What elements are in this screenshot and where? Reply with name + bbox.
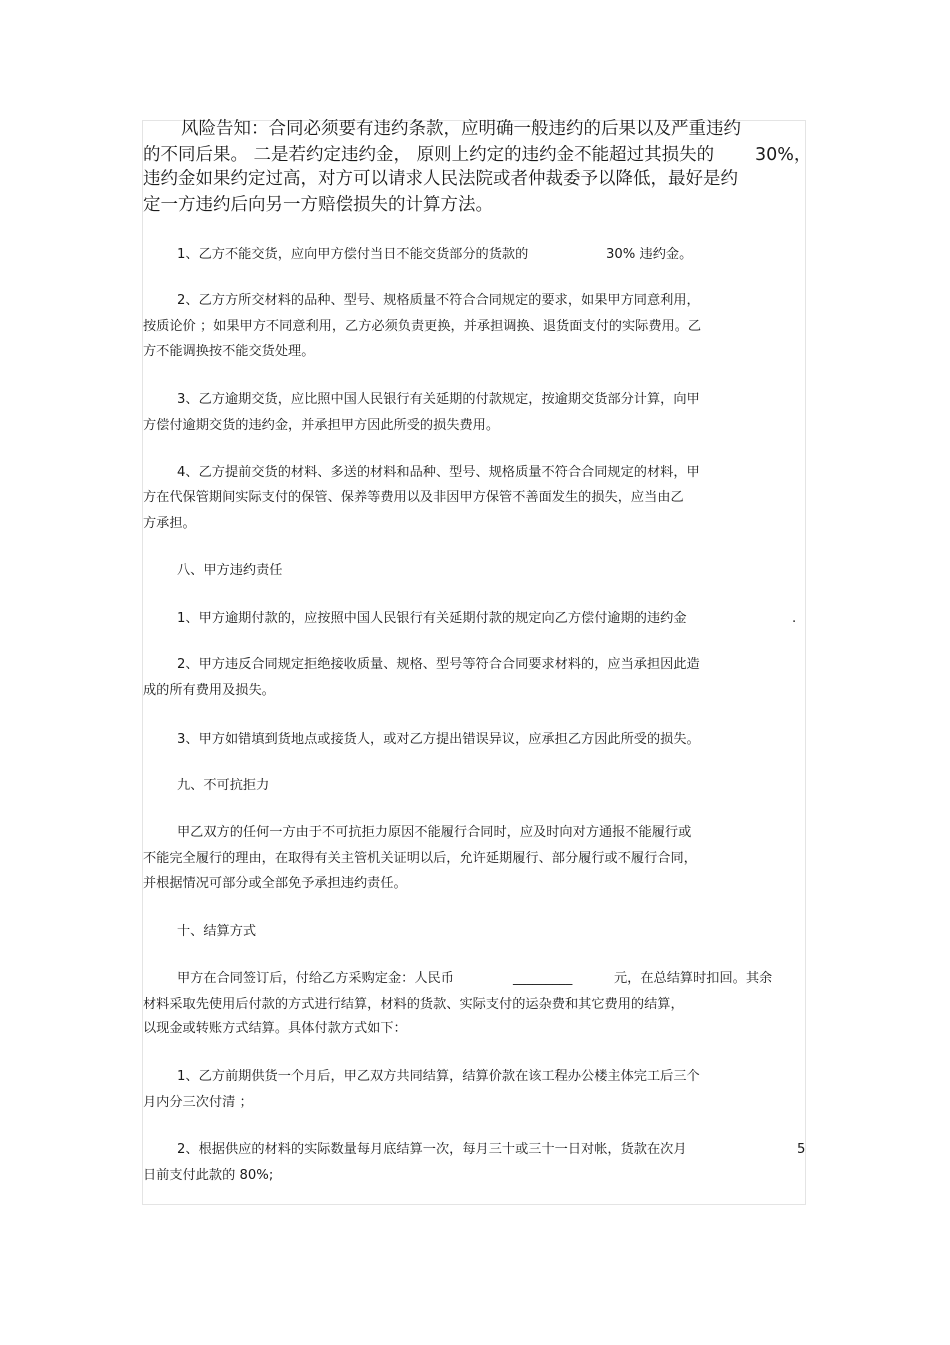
clause-3-line-1: 3、乙方逾期交货，应比照中国人民银行有关延期的付款规定，按逾期交货部分计算，向甲 [177,392,700,407]
section-8-clause-2-line-1: 2、甲方违反合同规定拒绝接收质量、规格、型号等符合合同要求材料的，应当承担因此造 [177,657,700,672]
risk-notice-line-2: 的不同后果。 二是若约定违约金， 原则上约定的违约金不能超过其损失的 [143,145,715,165]
section-8-clause-2-line-2: 成的所有费用及损失。 [143,683,275,698]
clause-4-line-1: 4、乙方提前交货的材料、多送的材料和品种、型号、规格质量不符合合同规定的材料，甲 [177,465,700,480]
section-10-line-1: 甲方在合同签订后，付给乙方采购定金：人民币 [177,971,454,986]
section-10-line-1-tail: 元，在总结算时扣回。其余 [614,971,773,986]
clause-2-line-1: 2、乙方方所交材料的品种、型号、规格质量不符合合同规定的要求，如果甲方同意利用， [177,293,700,308]
section-10-clause-1-line-1: 1、乙方前期供货一个月后，甲乙双方共同结算，结算价款在该工程办公楼主体完工后三个 [177,1069,700,1084]
clause-2-line-3: 方不能调换按不能交货处理。 [143,344,315,359]
risk-notice-percent: 30%， [755,145,812,165]
clause-4-line-2: 方在代保管期间实际支付的保管、保养等费用以及非因甲方保管不善面发生的损失，应当由乙 [143,490,684,505]
section-10-heading: 十、结算方式 [177,924,257,939]
risk-notice-line-1: 风险告知：合同必须要有违约条款，应明确一般违约的后果以及严重违约 [181,119,741,139]
section-9-line-2: 不能完全履行的理由，在取得有关主管机关证明以后，允许延期履行、部分履行或不履行合同， [143,851,697,866]
section-9-line-3: 并根据情况可部分或全部免予承担违约责任。 [143,876,407,891]
clause-1-percent: 30% 违约金。 [606,247,693,262]
section-8-clause-1-dot: . [792,611,797,626]
clause-4-line-3: 方承担。 [143,516,196,531]
section-10-clause-2-line-2: 日前支付此款的 80%; [143,1168,274,1183]
section-10-clause-2-line-1: 2、根据供应的材料的实际数量每月底结算一次，每月三十或三十一日对帐，货款在次月 [177,1142,687,1157]
section-9-line-1: 甲乙双方的任何一方由于不可抗拒力原因不能履行合同时，应及时向对方通报不能履行或 [177,825,692,840]
section-8-clause-1: 1、甲方逾期付款的，应按照中国人民银行有关延期付款的规定向乙方偿付逾期的违约金 [177,611,687,626]
section-10-line-3: 以现金或转账方式结算。具体付款方式如下： [143,1021,407,1036]
section-9-heading: 九、不可抗拒力 [177,778,270,793]
section-10-line-2: 材料采取先使用后付款的方式进行结算，材料的货款、实际支付的运杂费和其它费用的结算， [143,997,684,1012]
section-8-heading: 八、甲方违约责任 [177,563,283,578]
clause-1-line-1: 1、乙方不能交货，应向甲方偿付当日不能交货部分的货款的 [177,247,529,262]
section-8-clause-3: 3、甲方如错填到货地点或接货人，或对乙方提出错误异议，应承担乙方因此所受的损失。 [177,732,700,747]
section-10-clause-1-line-2: 月内分三次付清 ； [143,1095,253,1110]
clause-2-line-2: 按质论价 ；如果甲方不同意利用，乙方必须负责更换，并承担调换、退货面支付的实际费用。乙 [143,319,702,334]
risk-notice-line-4: 定一方违约后向另一方赔偿损失的计算方法。 [143,195,493,215]
risk-notice-line-3: 违约金如果约定过高，对方可以请求人民法院或者仲裁委予以降低，最好是约 [143,169,738,189]
deposit-amount-blank: _________ [513,971,573,986]
clause-3-line-2: 方偿付逾期交货的违约金，并承担甲方因此所受的损失费用。 [143,418,500,433]
section-10-clause-2-day: 5 [797,1142,806,1157]
